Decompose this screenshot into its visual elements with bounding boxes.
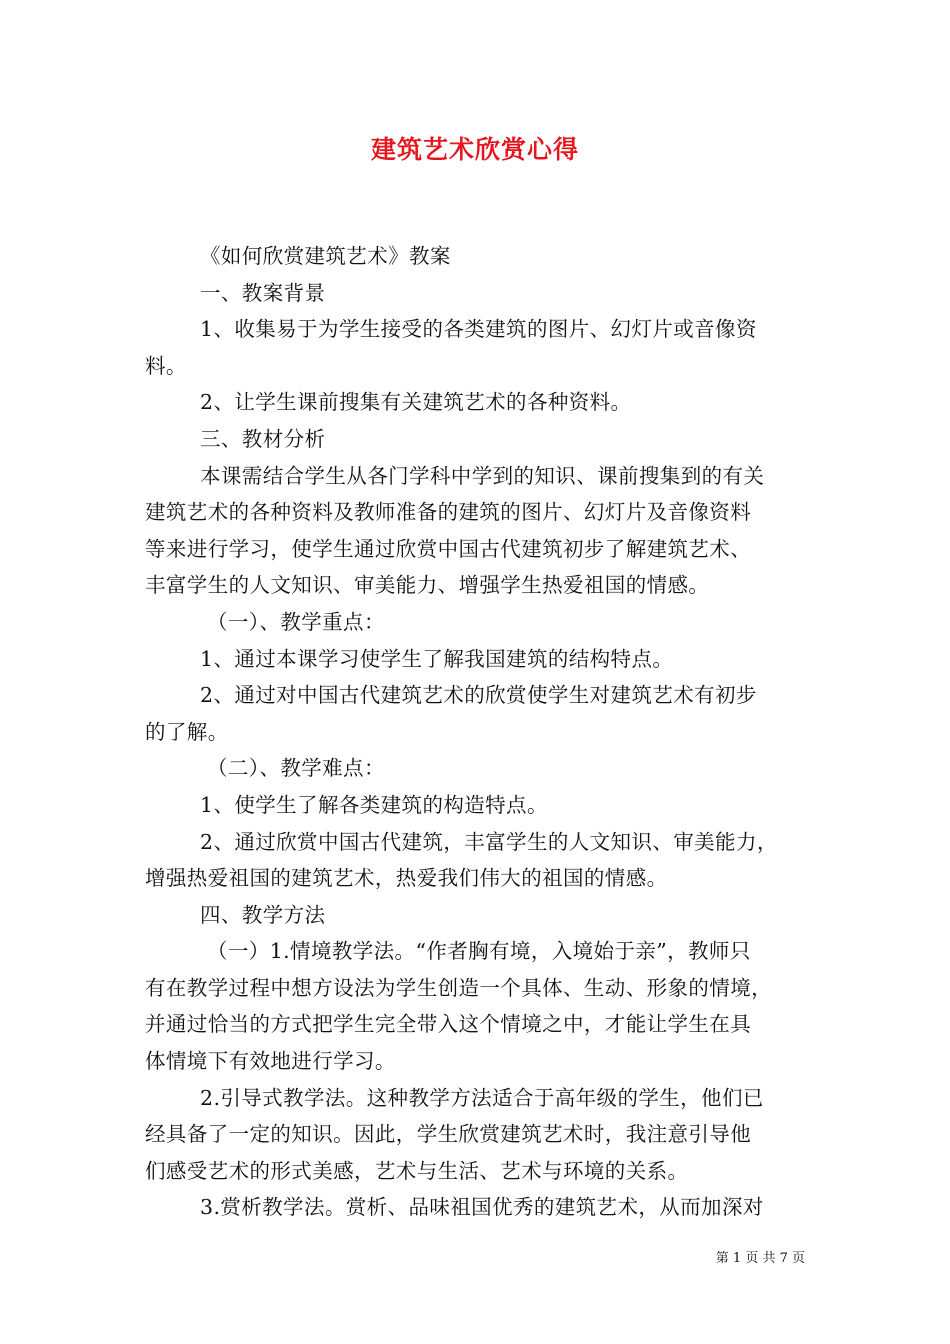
paragraph-line: 《如何欣赏建筑艺术》教案 xyxy=(200,244,451,268)
paragraph-line: 1、使学生了解各类建筑的构造特点。 xyxy=(200,792,548,817)
paragraph-line: 三、教材分析 xyxy=(200,426,326,451)
paragraph-line: 丰富学生的人文知识、审美能力、增强学生热爱祖国的情感。 xyxy=(145,573,710,598)
paragraph-line: 并通过恰当的方式把学生完全带入这个情境之中，才能让学生在具 xyxy=(145,1012,752,1037)
paragraph-line: 一、教案背景 xyxy=(200,280,326,305)
paragraph-line: 2、通过对中国古代建筑艺术的欣赏使学生对建筑艺术有初步 xyxy=(200,683,757,708)
paragraph-line: 增强热爱祖国的建筑艺术，热爱我们伟大的祖国的情感。 xyxy=(145,866,668,891)
paragraph-line: 体情境下有效地进行学习。 xyxy=(145,1049,396,1074)
paragraph-line: 2、通过欣赏中国古代建筑，丰富学生的人文知识、审美能力， xyxy=(200,829,778,854)
paragraph-line: 经具备了一定的知识。因此，学生欣赏建筑艺术时，我注意引导他 xyxy=(145,1122,752,1147)
paragraph-line: 2.引导式教学法。这种教学方法适合于高年级的学生，他们已 xyxy=(200,1085,764,1110)
document-title: 建筑艺术欣赏心得 xyxy=(370,135,579,164)
paragraph-line: 们感受艺术的形式美感，艺术与生活、艺术与环境的关系。 xyxy=(145,1158,689,1183)
paragraph-line: 建筑艺术的各种资料及教师准备的建筑的图片、幻灯片及音像资料 xyxy=(145,500,752,525)
paragraph-line: 料。 xyxy=(145,353,187,378)
paragraph-line: 2、让学生课前搜集有关建筑艺术的各种资料。 xyxy=(200,390,632,415)
paragraph-line: 1、收集易于为学生接受的各类建筑的图片、幻灯片或音像资 xyxy=(200,317,757,342)
paragraph-line: 有在教学过程中想方设法为学生创造一个具体、生动、形象的情境， xyxy=(145,975,772,1000)
paragraph-line: 本课需结合学生从各门学科中学到的知识、课前搜集到的有关 xyxy=(200,463,765,488)
paragraph-line: （一）、教学重点： xyxy=(207,609,385,634)
paragraph-line: 等来进行学习，使学生通过欣赏中国古代建筑初步了解建筑艺术、 xyxy=(145,536,752,561)
document-body xyxy=(145,238,825,1226)
paragraph-line: （一）1.情境教学法。“作者胸有境，入境始于亲”，教师只 xyxy=(207,939,751,964)
paragraph-line: （二）、教学难点： xyxy=(207,756,385,781)
paragraph-line: 的了解。 xyxy=(145,719,229,744)
paragraph-line: 3.赏析教学法。赏析、品味祖国优秀的建筑艺术，从而加深对 xyxy=(200,1195,764,1220)
page-number: 第 1 页 共 7 页 xyxy=(715,1251,805,1266)
paragraph-line: 四、教学方法 xyxy=(200,902,326,927)
paragraph-line: 1、通过本课学习使学生了解我国建筑的结构特点。 xyxy=(200,646,674,671)
